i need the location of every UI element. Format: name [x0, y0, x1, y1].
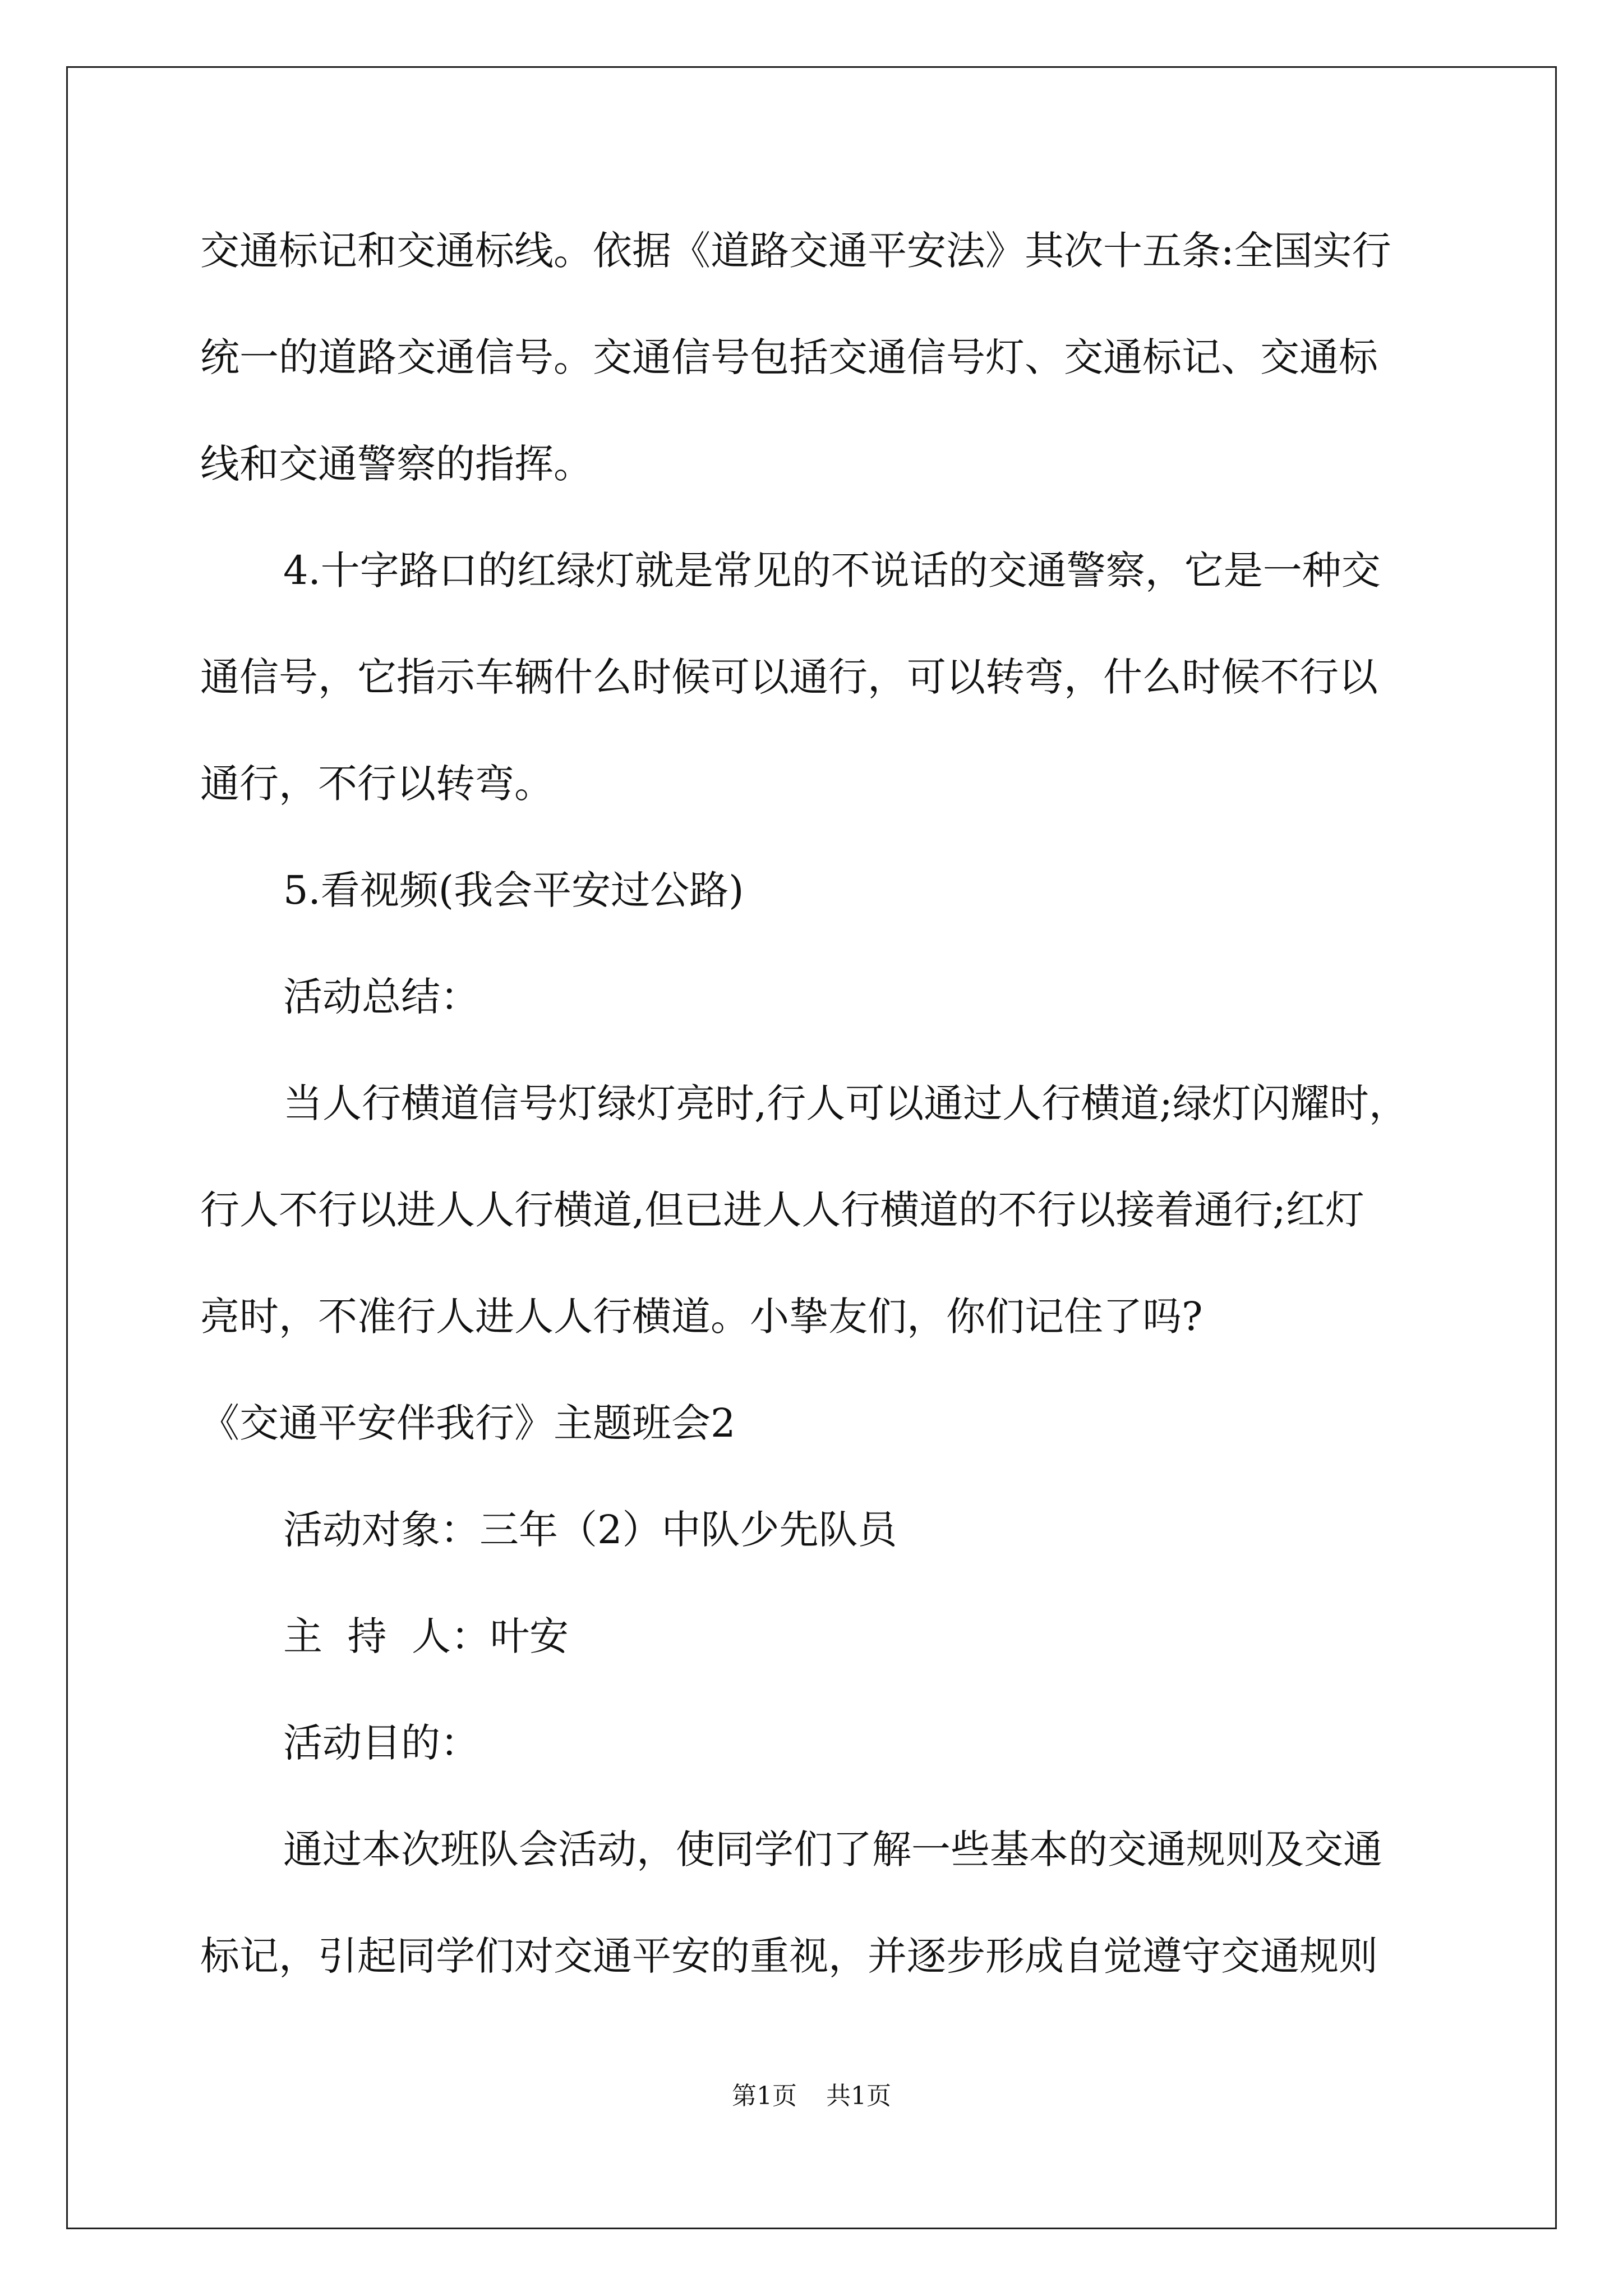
text-line: 活动对象：三年（2）中队少先队员: [283, 1507, 897, 1553]
section-heading: 活动目的：: [283, 1720, 479, 1766]
text-line: 4.十字路口的红绿灯就是常见的不说话的交通警察，它是一种交: [283, 547, 1381, 593]
text-line: 交通标记和交通标线。依据《道路交通平安法》其次十五条:全国实行: [200, 228, 1391, 274]
text-line: 行人不行以进人人行横道,但已进人人行横道的不行以接着通行;红灯: [200, 1187, 1364, 1233]
text-line: 通行，不行以转弯。: [200, 761, 554, 807]
page-number: 第1页: [732, 2082, 797, 2110]
section-heading: 活动总结：: [283, 974, 479, 1020]
text-line: 5.看视频(我会平安过公路): [283, 867, 744, 913]
page-total: 共1页: [826, 2082, 891, 2110]
page-footer: [0, 2076, 1623, 2111]
text-line: 当人行横道信号灯绿灯亮时,行人可以通过人行横道;绿灯闪耀时，: [283, 1080, 1408, 1126]
text-line: 线和交通警察的指挥。: [200, 441, 593, 487]
text-line: 标记，引起同学们对交通平安的重视，并逐步形成自觉遵守交通规则: [200, 1933, 1378, 1979]
document-body: [200, 209, 1423, 2021]
text-line: 统一的道路交通信号。交通信号包括交通信号灯、交通标记、交通标: [200, 334, 1378, 380]
text-line: 亮时，不准行人进人人行横道。小挚友们，你们记住了吗?: [200, 1294, 1203, 1340]
text-line: 通信号，它指示车辆什么时候可以通行，可以转弯，什么时候不行以: [200, 654, 1378, 700]
text-line: 主 持 人：叶安: [283, 1613, 569, 1659]
document-title: 《交通平安伴我行》主题班会2: [200, 1400, 736, 1446]
text-line: 通过本次班队会活动，使同学们了解一些基本的交通规则及交通: [283, 1826, 1382, 1872]
